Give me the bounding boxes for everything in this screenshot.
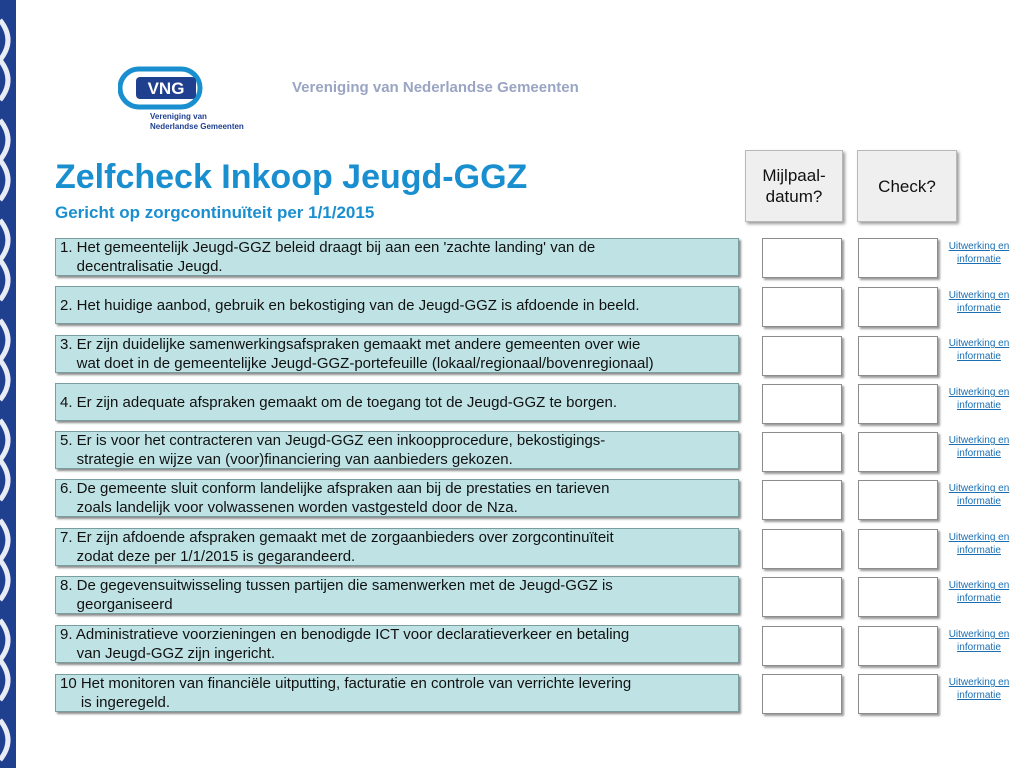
check-input-6[interactable] bbox=[858, 480, 938, 520]
mijlpaal-input-4[interactable] bbox=[762, 384, 842, 424]
logo-sub-line1: Vereniging van bbox=[150, 112, 207, 121]
side-wave-pattern bbox=[0, 0, 16, 768]
check-input-9[interactable] bbox=[858, 626, 938, 666]
checklist-item-3 bbox=[55, 335, 739, 373]
checklist-item-2 bbox=[55, 286, 739, 324]
mijlpaal-input-1[interactable] bbox=[762, 238, 842, 278]
mijlpaal-input-7[interactable] bbox=[762, 529, 842, 569]
checklist-item-text: 10 Het monitoren van financiële uitputting, facturatie en controle van verrichte levering is ingeregeld. bbox=[60, 675, 632, 711]
checklist-item-text: 9. Administratieve voorzieningen en benodigde ICT voor declaratieverkeer en betaling van Jeugd-GGZ zijn ingericht. bbox=[60, 626, 630, 662]
check-input-8[interactable] bbox=[858, 577, 938, 617]
checklist-item-text: 7. Er zijn afdoende afspraken gemaakt met de zorgaanbieders over zorgcontinuïteit zodat deze per 1/1/2015 is gegarandeerd. bbox=[60, 529, 614, 565]
info-link-7[interactable]: Uitwerking en informatie bbox=[948, 532, 1010, 556]
check-input-1[interactable] bbox=[858, 238, 938, 278]
info-link-4[interactable]: Uitwerking en informatie bbox=[948, 387, 1010, 411]
mijlpaal-input-2[interactable] bbox=[762, 287, 842, 327]
info-link-6[interactable]: Uitwerking en informatie bbox=[948, 483, 1010, 507]
checklist-item-1 bbox=[55, 238, 739, 276]
check-input-3[interactable] bbox=[858, 336, 938, 376]
column-header-check bbox=[857, 150, 957, 222]
check-input-10[interactable] bbox=[858, 674, 938, 714]
logo-sub-line2: Nederlandse Gemeenten bbox=[150, 122, 244, 131]
check-input-4[interactable] bbox=[858, 384, 938, 424]
check-input-5[interactable] bbox=[858, 432, 938, 472]
column-header-mijlpaal-label: Mijlpaal- datum? bbox=[762, 166, 826, 206]
column-header-mijlpaal bbox=[745, 150, 843, 222]
info-link-1[interactable]: Uitwerking en informatie bbox=[948, 241, 1010, 265]
info-link-9[interactable]: Uitwerking en informatie bbox=[948, 629, 1010, 653]
page-subtitle: Gericht op zorgcontinuïteit per 1/1/2015 bbox=[55, 203, 375, 222]
vng-logo-mark bbox=[118, 66, 208, 110]
info-link-3[interactable]: Uitwerking en informatie bbox=[948, 338, 1010, 362]
checklist-item-10 bbox=[55, 674, 739, 712]
checklist-item-8 bbox=[55, 576, 739, 614]
mijlpaal-input-3[interactable] bbox=[762, 336, 842, 376]
mijlpaal-input-8[interactable] bbox=[762, 577, 842, 617]
check-input-2[interactable] bbox=[858, 287, 938, 327]
mijlpaal-input-9[interactable] bbox=[762, 626, 842, 666]
checklist-item-5 bbox=[55, 431, 739, 469]
logo-subtitle bbox=[150, 112, 244, 132]
side-stripe bbox=[0, 0, 16, 768]
info-link-10[interactable]: Uitwerking en informatie bbox=[948, 677, 1010, 701]
logo-text: VNG bbox=[147, 79, 185, 98]
info-link-2[interactable]: Uitwerking en informatie bbox=[948, 290, 1010, 314]
checklist-item-7 bbox=[55, 528, 739, 566]
page-title: Zelfcheck Inkoop Jeugd-GGZ bbox=[55, 158, 528, 196]
checklist-item-text: 8. De gegevensuitwisseling tussen partijen die samenwerken met de Jeugd-GGZ is georganiseerd bbox=[60, 577, 613, 613]
mijlpaal-input-5[interactable] bbox=[762, 432, 842, 472]
mijlpaal-input-6[interactable] bbox=[762, 480, 842, 520]
checklist-item-6 bbox=[55, 479, 739, 517]
checklist-item-9 bbox=[55, 625, 739, 663]
check-input-7[interactable] bbox=[858, 529, 938, 569]
info-link-8[interactable]: Uitwerking en informatie bbox=[948, 580, 1010, 604]
checklist-item-4 bbox=[55, 383, 739, 421]
checklist-item-text: 6. De gemeente sluit conform landelijke afspraken aan bij de prestaties en tarieven zoals landelijk voor volwassenen worden vastgesteld door de Nza. bbox=[60, 480, 610, 516]
column-header-check-label: Check? bbox=[878, 176, 936, 196]
org-name: Vereniging van Nederlandse Gemeenten bbox=[292, 79, 579, 96]
checklist-item-text: 2. Het huidige aanbod, gebruik en bekostiging van de Jeugd-GGZ is afdoende in beeld. bbox=[60, 296, 640, 314]
checklist-item-text: 5. Er is voor het contracteren van Jeugd-GGZ een inkoopprocedure, bekostigings- strategie en wijze van (voor)financiering van aanbieders gekozen. bbox=[60, 432, 606, 468]
checklist-item-text: 1. Het gemeentelijk Jeugd-GGZ beleid draagt bij aan een 'zachte landing' van de decentralisatie Jeugd. bbox=[60, 239, 596, 275]
info-link-5[interactable]: Uitwerking en informatie bbox=[948, 435, 1010, 459]
checklist-item-text: 3. Er zijn duidelijke samenwerkingsafspraken gemaakt met andere gemeenten over wie wat doet in de gemeentelijke Jeugd-GGZ-portefeuille (lokaal/regionaal/bovenregionaal) bbox=[60, 336, 654, 372]
checklist-item-text: 4. Er zijn adequate afspraken gemaakt om de toegang tot de Jeugd-GGZ te borgen. bbox=[60, 393, 618, 411]
mijlpaal-input-10[interactable] bbox=[762, 674, 842, 714]
